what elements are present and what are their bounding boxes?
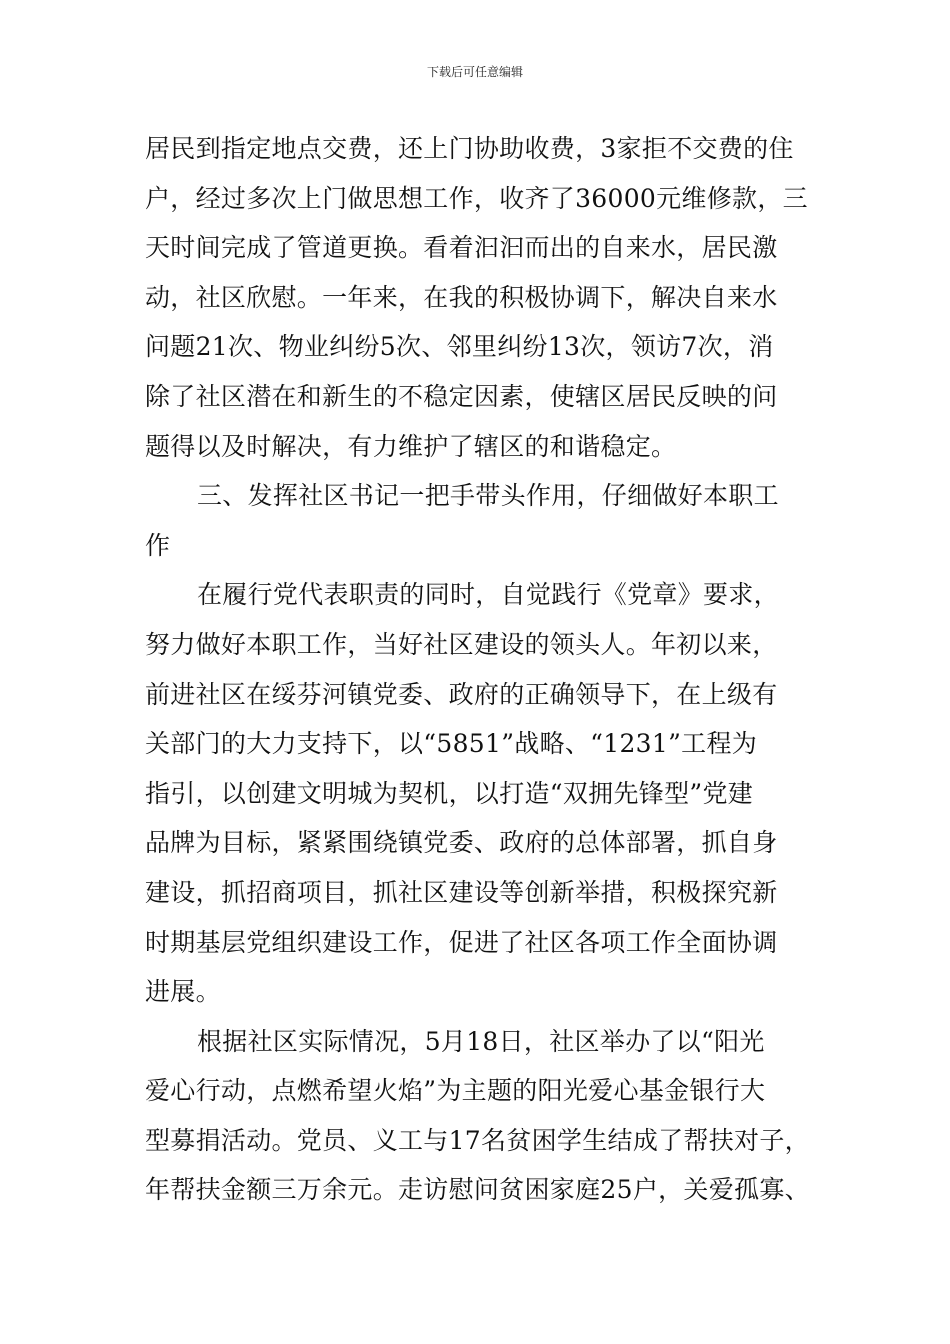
text-line: 三、发挥社区书记一把手带头作用，仔细做好本职工 [197, 481, 779, 511]
text-line: 问题21次、物业纠纷5次、邻里纠纷13次，领访7次，消 [145, 332, 774, 362]
text-line: 进展。 [145, 977, 221, 1007]
text-line: 品牌为目标，紧紧围绕镇党委、政府的总体部署，抓自身 [145, 828, 778, 858]
text-line: 前进社区在绥芬河镇党委、政府的正确领导下，在上级有 [145, 679, 778, 709]
text-line: 作 [145, 530, 171, 560]
document-body [145, 124, 825, 1215]
text-line: 除了社区潜在和新生的不稳定因素，使辖区居民反映的问 [145, 381, 778, 411]
text-line: 在履行党代表职责的同时，自觉践行《党章》要求， [197, 580, 779, 610]
text-line: 型募捐活动。党员、义工与17名贫困学生结成了帮扶对子， [145, 1125, 810, 1155]
text-line: 年帮扶金额三万余元。走访慰问贫困家庭25户，关爱孤寡、 [145, 1175, 810, 1205]
paragraph [145, 124, 825, 471]
text-line: 努力做好本职工作，当好社区建设的领头人。年初以来， [145, 629, 778, 659]
text-line: 居民到指定地点交费，还上门协助收费，3家拒不交费的住 [145, 134, 794, 163]
text-line: 动，社区欣慰。一年来，在我的积极协调下，解决自来水 [145, 282, 778, 312]
text-line: 建设，抓招商项目，抓社区建设等创新举措，积极探究新 [145, 877, 778, 907]
section-heading [145, 471, 825, 570]
text-line: 爱心行动，点燃希望火焰”为主题的阳光爱心基金银行大 [145, 1076, 766, 1106]
text-line: 户，经过多次上门做思想工作，收齐了36000元维修款，三 [145, 183, 808, 213]
paragraph [145, 570, 825, 1016]
text-line: 天时间完成了管道更换。看着汩汩而出的自来水，居民激 [145, 233, 778, 263]
paragraph [145, 1017, 825, 1215]
text-line: 根据社区实际情况，5月18日，社区举办了以“阳光 [197, 1026, 765, 1056]
text-line: 题得以及时解决，有力维护了辖区的和谐稳定。 [145, 431, 677, 461]
text-line: 时期基层党组织建设工作，促进了社区各项工作全面协调 [145, 927, 778, 957]
text-line: 指引，以创建文明城为契机，以打造“双拥先锋型”党建 [145, 778, 754, 808]
page-header: 下载后可任意编辑 [426, 65, 523, 79]
text-line: 关部门的大力支持下，以“5851”战略、“1231”工程为 [145, 729, 758, 759]
